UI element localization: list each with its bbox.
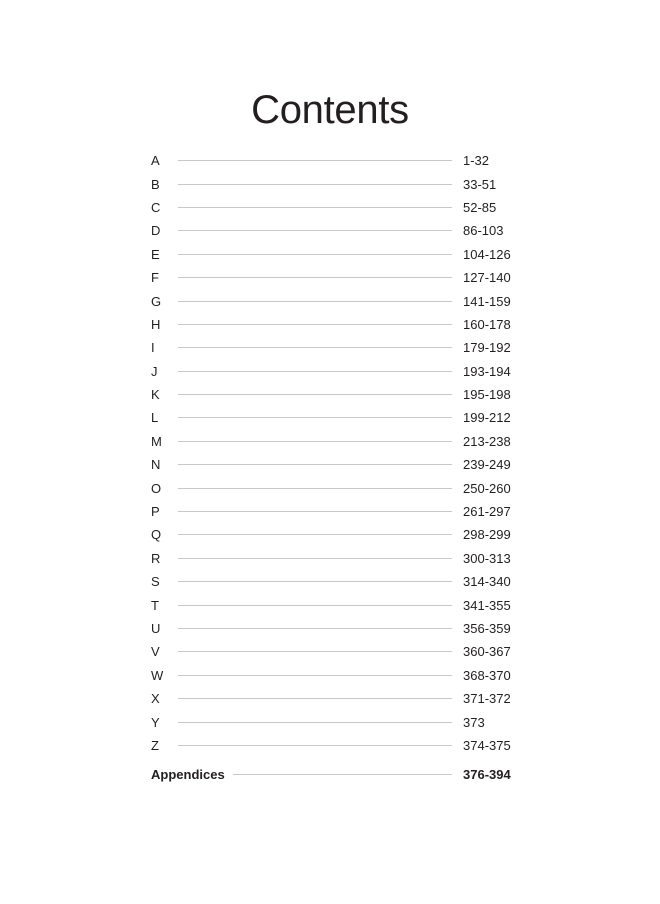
toc-entry-letter: D xyxy=(151,223,161,239)
toc-entry[interactable] xyxy=(151,523,513,546)
toc-entry-letter: O xyxy=(151,480,162,496)
toc-entry-letter: R xyxy=(151,550,161,566)
toc-entry[interactable] xyxy=(151,453,513,476)
toc-entry[interactable] xyxy=(151,617,513,640)
toc-entry-pages: 141-159 xyxy=(463,293,511,309)
toc-entry-pages: 52-85 xyxy=(463,199,497,215)
toc-entry-pages: 373 xyxy=(463,714,485,730)
toc-entry-letter: W xyxy=(151,667,164,683)
leader-line xyxy=(178,628,452,629)
leader-line xyxy=(178,207,452,208)
leader-line xyxy=(178,277,452,278)
toc-entry-pages: 199-212 xyxy=(463,410,511,426)
toc-entry[interactable] xyxy=(151,383,513,406)
leader-line xyxy=(178,511,452,512)
leader-line xyxy=(178,488,452,489)
leader-line xyxy=(178,417,452,418)
toc-entry-pages: 250-260 xyxy=(463,480,511,496)
leader-line xyxy=(178,558,452,559)
toc-entry-pages: 314-340 xyxy=(463,574,511,590)
leader-line xyxy=(178,675,452,676)
toc-entry-letter: B xyxy=(151,176,160,192)
leader-line xyxy=(178,301,452,302)
toc-entry[interactable] xyxy=(151,289,513,312)
toc-entry[interactable] xyxy=(151,406,513,429)
toc-entry-letter: J xyxy=(151,363,158,379)
toc-entry[interactable] xyxy=(151,219,513,242)
toc-entry[interactable] xyxy=(151,196,513,219)
leader-line xyxy=(178,441,452,442)
toc-entry-pages: 179-192 xyxy=(463,340,511,356)
toc-entry-pages: 160-178 xyxy=(463,316,511,332)
leader-line xyxy=(178,745,452,746)
leader-line xyxy=(178,534,452,535)
leader-line xyxy=(178,698,452,699)
toc-entry-pages: 127-140 xyxy=(463,270,511,286)
leader-line xyxy=(178,160,452,161)
toc-entry-pages: 300-313 xyxy=(463,550,511,566)
toc-entry[interactable] xyxy=(151,500,513,523)
toc-entry-pages: 86-103 xyxy=(463,223,504,239)
toc-entry[interactable] xyxy=(151,640,513,663)
leader-line xyxy=(178,184,452,185)
toc-entry-letter: H xyxy=(151,316,161,332)
toc-entry[interactable] xyxy=(151,313,513,336)
toc-entry-letter: A xyxy=(151,153,160,169)
toc-entry-letter: N xyxy=(151,457,161,473)
toc-entry-letter: Q xyxy=(151,527,162,543)
page-title: Contents xyxy=(251,88,409,132)
toc-entry[interactable] xyxy=(151,266,513,289)
toc-entry-letter: X xyxy=(151,691,160,707)
leader-line xyxy=(178,230,452,231)
leader-line xyxy=(178,722,452,723)
toc-entry-pages: 1-32 xyxy=(463,153,490,169)
leader-line xyxy=(178,371,452,372)
contents-list xyxy=(151,149,513,757)
toc-entry[interactable] xyxy=(151,360,513,383)
toc-entry[interactable] xyxy=(151,430,513,453)
leader-line xyxy=(178,254,452,255)
toc-entry-pages: 371-372 xyxy=(463,691,511,707)
toc-entry[interactable] xyxy=(151,593,513,616)
toc-entry-pages: 360-367 xyxy=(463,644,511,660)
leader-line xyxy=(178,651,452,652)
toc-entry-pages: 356-359 xyxy=(463,621,511,636)
toc-entry[interactable] xyxy=(151,476,513,499)
toc-entry[interactable] xyxy=(151,336,513,359)
toc-entry-pages: 195-198 xyxy=(463,387,511,403)
toc-entry-letter: Y xyxy=(151,714,160,730)
toc-entry-letter: K xyxy=(151,387,160,403)
toc-entry[interactable] xyxy=(151,734,513,757)
toc-entry-letter: T xyxy=(151,597,159,613)
toc-entry-letter: I xyxy=(151,340,155,356)
leader-line xyxy=(178,605,452,606)
toc-entry-pages: 376-394 xyxy=(463,766,511,782)
toc-entry-pages: 239-249 xyxy=(463,457,511,473)
leader-line xyxy=(178,464,452,465)
toc-entry-letter: L xyxy=(151,410,159,426)
toc-entry[interactable] xyxy=(151,547,513,570)
toc-entry[interactable] xyxy=(151,570,513,593)
toc-entry[interactable] xyxy=(151,664,513,687)
toc-entry-letter: P xyxy=(151,504,160,520)
toc-entry-letter: S xyxy=(151,574,160,590)
toc-entry-appendices[interactable] xyxy=(151,763,513,785)
toc-entry-letter: E xyxy=(151,246,160,262)
toc-entry-letter: C xyxy=(151,199,161,215)
toc-entry-pages: 341-355 xyxy=(463,597,511,613)
toc-entry-letter: V xyxy=(151,644,160,660)
leader-line xyxy=(233,774,452,775)
toc-entry[interactable] xyxy=(151,172,513,195)
toc-entry-pages: 104-126 xyxy=(463,246,511,262)
toc-entry-pages: 368-370 xyxy=(463,667,511,683)
toc-entry[interactable] xyxy=(151,243,513,266)
toc-entry-letter: Z xyxy=(151,737,159,753)
toc-entry-letter: F xyxy=(151,270,159,286)
toc-entry-pages: 193-194 xyxy=(463,363,511,379)
toc-entry[interactable] xyxy=(151,149,513,172)
leader-line xyxy=(178,581,452,582)
toc-entry-letter: U xyxy=(151,621,161,636)
toc-entry-pages: 33-51 xyxy=(463,176,497,192)
toc-entry-pages: 374-375 xyxy=(463,737,511,753)
toc-entry[interactable] xyxy=(151,710,513,733)
leader-line xyxy=(178,394,452,395)
toc-entry-pages: 261-297 xyxy=(463,504,511,520)
toc-entry-pages: 213-238 xyxy=(463,433,511,449)
leader-line xyxy=(178,347,452,348)
toc-entry-pages: 298-299 xyxy=(463,527,511,543)
toc-entry-letter: M xyxy=(151,433,162,449)
toc-entry[interactable] xyxy=(151,687,513,710)
leader-line xyxy=(178,324,452,325)
toc-entry-letter: G xyxy=(151,293,162,309)
toc-entry-label: Appendices xyxy=(151,766,225,782)
